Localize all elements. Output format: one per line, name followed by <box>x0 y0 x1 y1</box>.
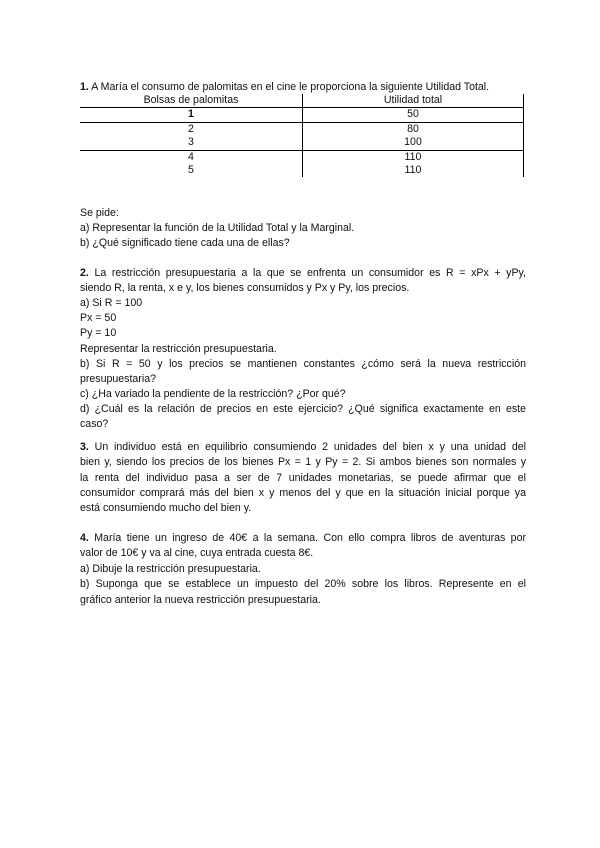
q2-part-b-2: presupuestaria? <box>80 373 156 385</box>
q2-part-d-2: caso? <box>80 418 109 430</box>
table-row <box>80 136 524 150</box>
q3-line-3: la renta del individuo pasa a ser de 7 unidades monetarias, se puede afirmar que el <box>80 472 526 484</box>
q2-px: Px = 50 <box>80 312 117 324</box>
q2-represent: Representar la restricción presupuestaria. <box>80 343 277 355</box>
table-cell: 2 <box>188 122 194 135</box>
table-cell: 110 <box>303 150 524 164</box>
table-cell: 80 <box>303 122 524 136</box>
q4-line-1: 4. María tiene un ingreso de 40€ a la semana. Con ello compra libros de aventuras por <box>80 532 526 544</box>
q3-number: 3. <box>80 441 89 453</box>
table-cell: 100 <box>303 136 524 150</box>
q2-part-b-1: b) Si R = 50 y los precios se mantienen constantes ¿cómo será la nueva restricción <box>80 358 526 370</box>
q4-part-a: a) Dibuje la restricción presupuestaria. <box>80 563 261 575</box>
q4-part-b-1: b) Suponga que se establece un impuesto del 20% sobre los libros. Represente en el <box>80 578 526 590</box>
table-cell: 5 <box>188 164 194 177</box>
q1-number: 1. <box>80 81 89 93</box>
q3-line-5: está consumiendo mucho del bien y. <box>80 502 252 514</box>
q4-part-b-2: gráfico anterior la nueva restricción presupuestaria. <box>80 594 321 606</box>
q3-line-2: bien y, siendo los precios de los bienes Px = 1 y Py = 2. Si ambos bienes son normales y <box>80 456 526 468</box>
table-row <box>80 150 524 164</box>
table-row <box>80 108 524 122</box>
q2-line-2: siendo R, la renta, x e y, los bienes consumidos y Px y Py, los precios. <box>80 282 410 294</box>
q1-part-b: b) ¿Qué significado tiene cada una de ellas? <box>80 237 290 249</box>
q2-py: Py = 10 <box>80 327 117 339</box>
utility-table <box>80 94 524 177</box>
table-cell: 3 <box>80 136 303 150</box>
q2-number: 2. <box>80 267 89 279</box>
q2-part-d-1: d) ¿Cuál es la relación de precios en este ejercicio? ¿Qué significa exactamente en este <box>80 403 526 415</box>
table-header-bags: Bolsas de palomitas <box>80 94 303 108</box>
q2-part-c: c) ¿Ha variado la pendiente de la restricción? ¿Por qué? <box>80 388 346 400</box>
q3-line-1: 3. Un individuo está en equilibrio consumiendo 2 unidades del bien x y una unidad del <box>80 441 526 453</box>
q1-text: A María el consumo de palomitas en el cine le proporciona la siguiente Utilidad Total. <box>91 81 490 93</box>
table-cell: 50 <box>303 108 524 122</box>
table-row <box>80 122 524 136</box>
q2-part-a: a) Si R = 100 <box>80 297 143 309</box>
q4-number: 4. <box>80 532 89 544</box>
table-header-utility: Utilidad total <box>303 94 524 108</box>
table-cell: 110 <box>303 164 524 177</box>
table-cell: 1 <box>80 108 303 122</box>
q2-line-1: 2. La restricción presupuestaria a la que se enfrenta un consumidor es R = xPx + yPy, <box>80 267 526 279</box>
q1-part-a: a) Representar la función de la Utilidad Total y la Marginal. <box>80 222 355 234</box>
table-cell: 4 <box>188 150 194 163</box>
q3-line-4: consumidor comprará más del bien x y menos del y que en la situación inicial porque ya <box>80 487 526 499</box>
q1-se-pide: Se pide: <box>80 207 119 219</box>
q4-line-2: valor de 10€ y va al cine, cuya entrada cuesta 8€. <box>80 547 314 559</box>
table-row <box>80 164 524 177</box>
